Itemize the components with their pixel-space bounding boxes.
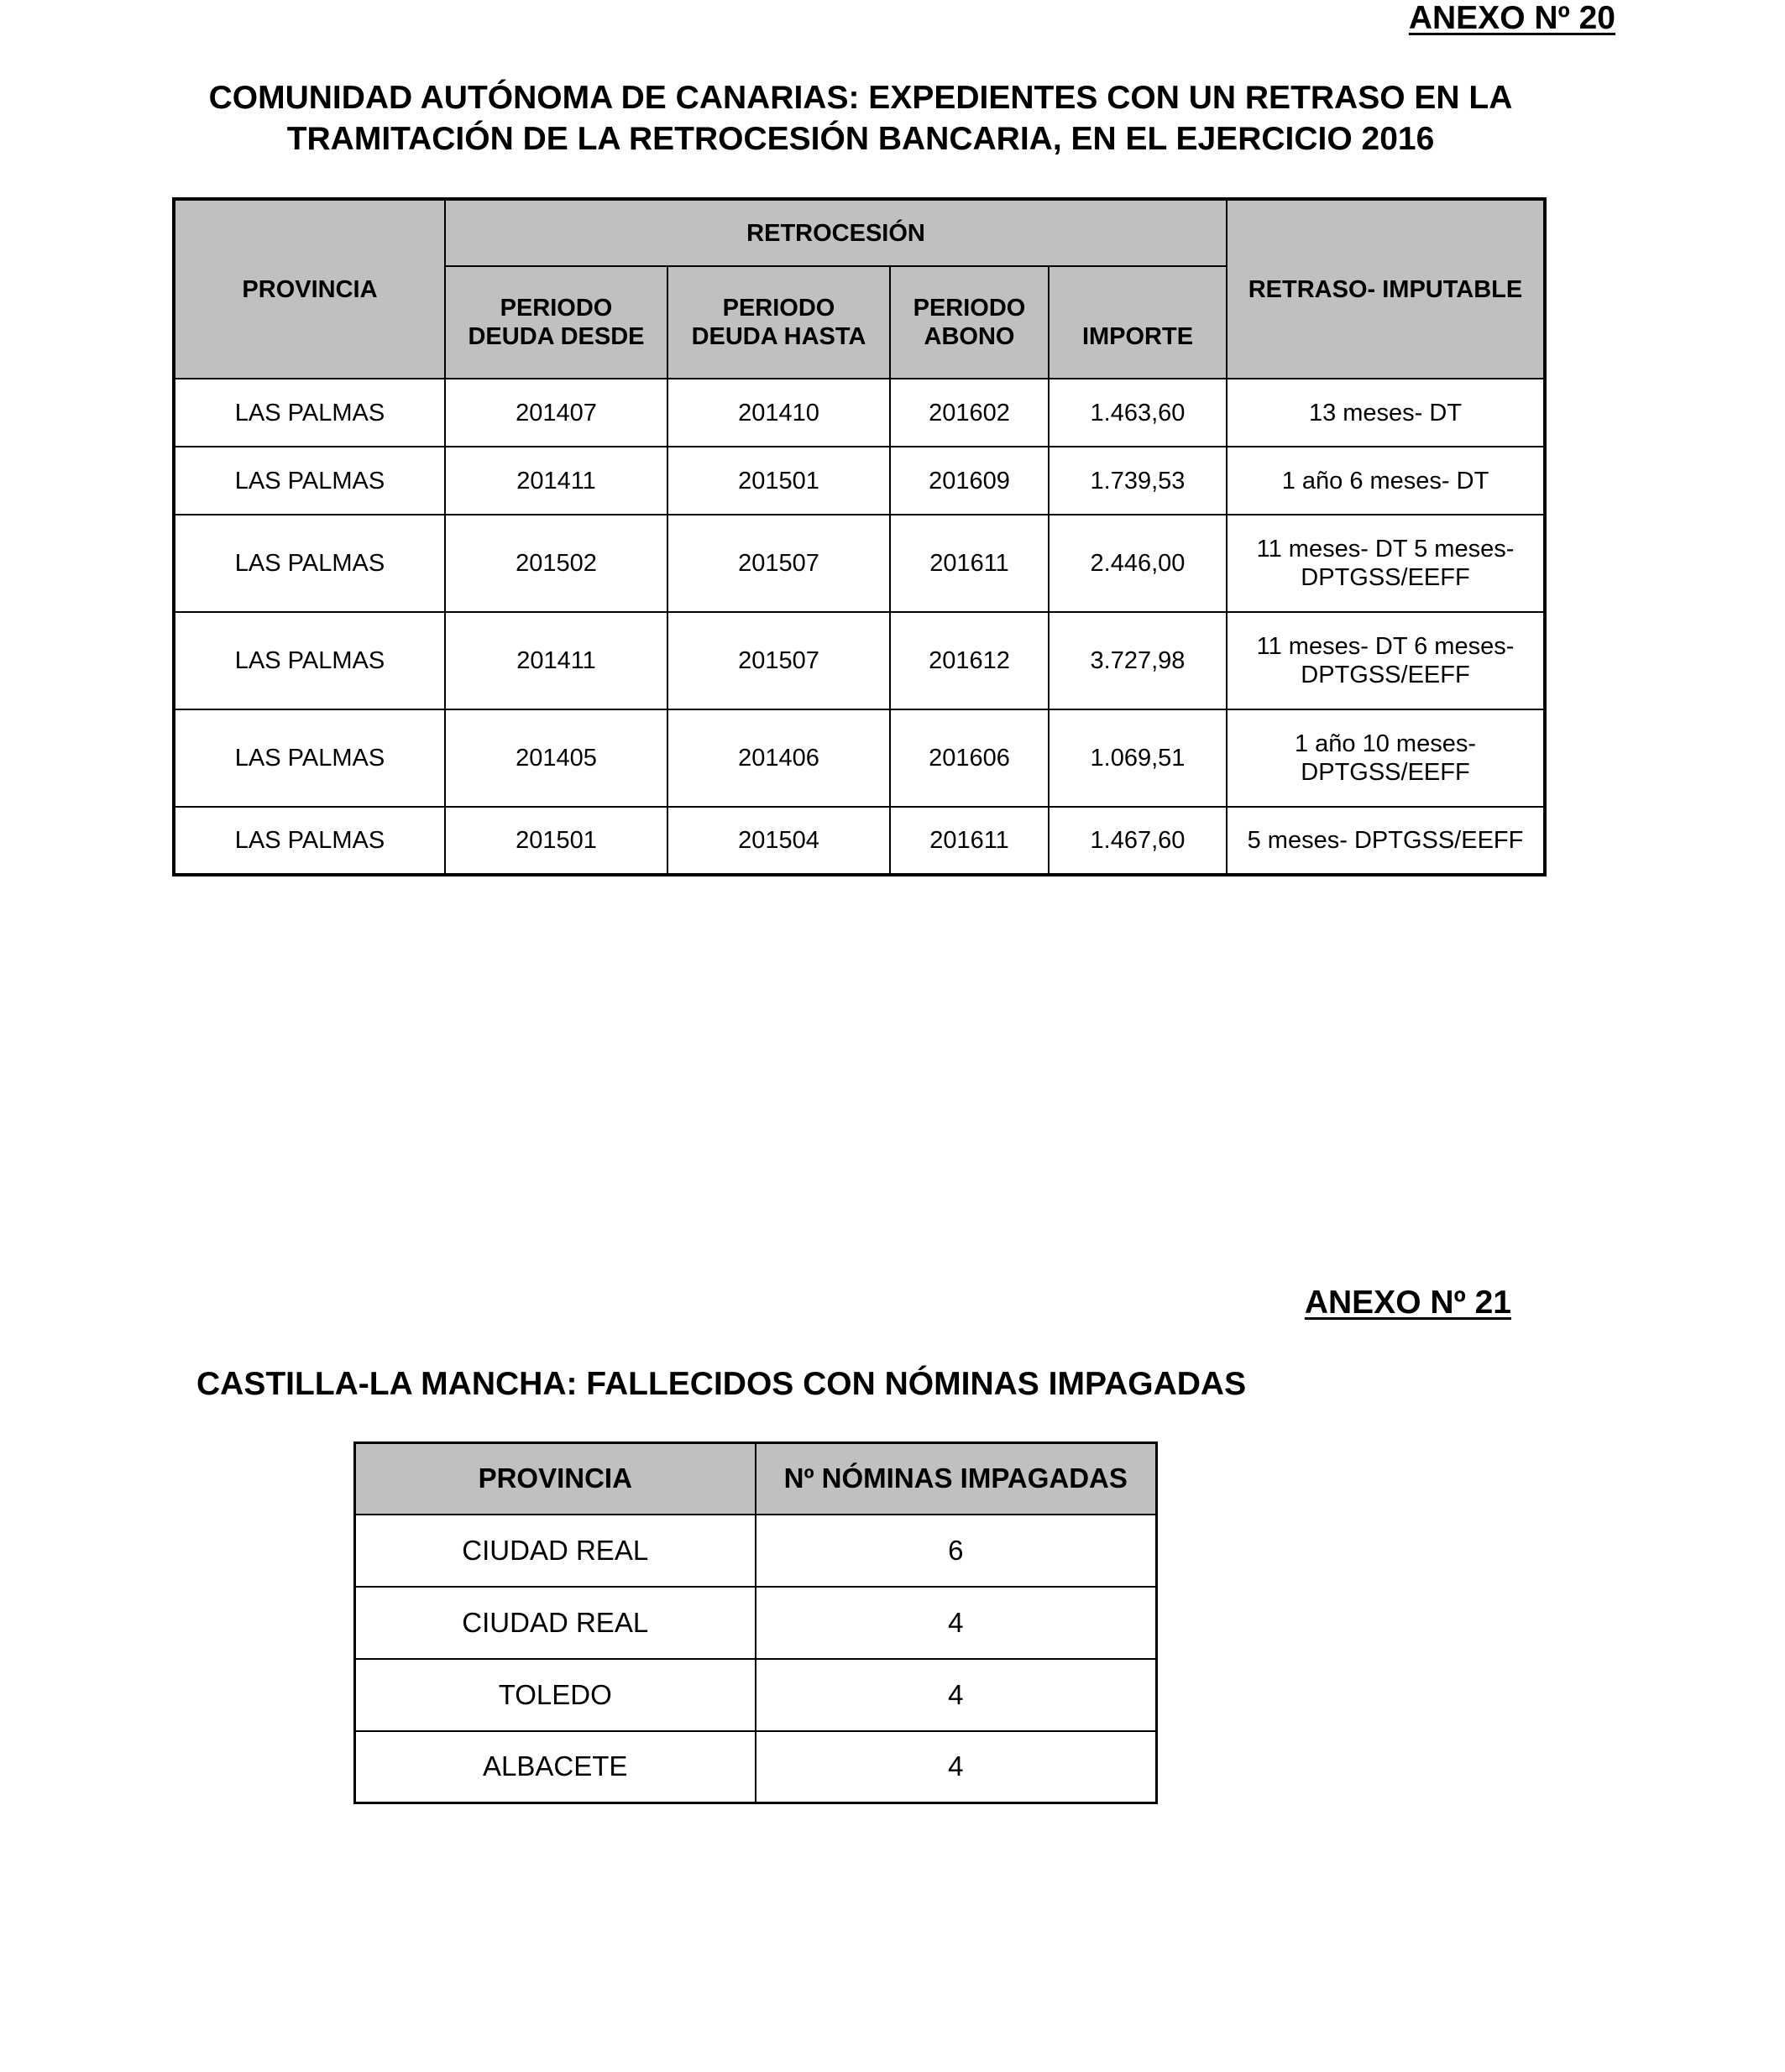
cell-periodo-hasta: 201406 [667, 709, 890, 807]
header-nominas-impagadas: Nº NÓMINAS IMPAGADAS [756, 1443, 1157, 1515]
table-row [355, 1515, 1157, 1587]
cell-periodo-desde: 201502 [445, 515, 667, 612]
annex-20-table [172, 197, 1547, 876]
cell-periodo-hasta: 201410 [667, 379, 890, 447]
cell-provincia: LAS PALMAS [174, 447, 445, 515]
cell-provincia: ALBACETE [355, 1731, 756, 1803]
cell-nominas: 6 [756, 1515, 1157, 1587]
header-retraso-imputable: RETRASO- IMPUTABLE [1227, 199, 1545, 379]
table-row [174, 612, 1545, 709]
cell-retraso [1227, 612, 1545, 709]
header-periodo-deuda-hasta [667, 266, 890, 379]
cell-retraso [1227, 379, 1545, 447]
cell-importe: 1.463,60 [1049, 379, 1227, 447]
header-periodo-deuda-desde [445, 266, 667, 379]
cell-periodo-hasta: 201507 [667, 515, 890, 612]
table-row [174, 447, 1545, 515]
header-periodo-abono-line-2: ABONO [924, 323, 1015, 350]
annex-20-table-header [174, 199, 1545, 379]
cell-retraso [1227, 709, 1545, 807]
cell-importe: 3.727,98 [1049, 612, 1227, 709]
cell-provincia: LAS PALMAS [174, 612, 445, 709]
header-provincia: PROVINCIA [355, 1443, 756, 1515]
cell-periodo-hasta: 201501 [667, 447, 890, 515]
annex-20-title-line-1: COMUNIDAD AUTÓNOMA DE CANARIAS: EXPEDIENTES CON UN RETRASO EN LA [208, 80, 1513, 116]
cell-retraso-line-1: 11 meses- DT 5 meses- [1256, 536, 1515, 562]
cell-retraso-line-1: 13 meses- DT [1308, 399, 1463, 426]
header-periodo-abono [890, 266, 1049, 379]
header-periodo-abono-line-1: PERIODO [913, 295, 1026, 322]
cell-importe: 1.069,51 [1049, 709, 1227, 807]
cell-periodo-hasta: 201507 [667, 612, 890, 709]
table-row [174, 379, 1545, 447]
cell-provincia: LAS PALMAS [174, 379, 445, 447]
cell-periodo-desde: 201411 [445, 447, 667, 515]
annex-20-label: ANEXO Nº 20 [1408, 0, 1615, 36]
table-row [355, 1731, 1157, 1803]
cell-retraso-line-1: 11 meses- DT 6 meses- [1256, 633, 1515, 660]
annex-21-table-header [355, 1443, 1157, 1515]
table-row [355, 1659, 1157, 1731]
cell-retraso [1227, 515, 1545, 612]
cell-retraso [1227, 447, 1545, 515]
annex-21-table [353, 1442, 1158, 1804]
cell-periodo-desde: 201411 [445, 612, 667, 709]
annex-20-title-line-2: TRAMITACIÓN DE LA RETROCESIÓN BANCARIA, EN EL EJERCICIO 2016 [286, 121, 1435, 157]
cell-periodo-abono: 201606 [890, 709, 1049, 807]
cell-retraso-line-2: DPTGSS/EEFF [1301, 662, 1470, 688]
cell-periodo-desde: 201405 [445, 709, 667, 807]
cell-provincia: LAS PALMAS [174, 807, 445, 875]
header-periodo-deuda-desde-line-1: PERIODO [500, 295, 613, 322]
cell-periodo-abono: 201609 [890, 447, 1049, 515]
annex-20-title [126, 77, 1595, 160]
cell-provincia: CIUDAD REAL [355, 1515, 756, 1587]
header-importe: IMPORTE [1049, 266, 1227, 379]
cell-periodo-abono: 201612 [890, 612, 1049, 709]
cell-importe: 1.739,53 [1049, 447, 1227, 515]
cell-retraso-line-2: DPTGSS/EEFF [1301, 759, 1470, 786]
cell-periodo-abono: 201602 [890, 379, 1049, 447]
cell-nominas: 4 [756, 1659, 1157, 1731]
cell-importe: 2.446,00 [1049, 515, 1227, 612]
table-row [174, 709, 1545, 807]
cell-periodo-hasta: 201504 [667, 807, 890, 875]
table-row [174, 515, 1545, 612]
header-periodo-deuda-hasta-line-1: PERIODO [722, 295, 835, 322]
cell-retraso-line-2: DPTGSS/EEFF [1301, 564, 1470, 591]
cell-provincia: CIUDAD REAL [355, 1587, 756, 1659]
cell-nominas: 4 [756, 1587, 1157, 1659]
table-row [355, 1587, 1157, 1659]
cell-retraso [1227, 807, 1545, 875]
cell-importe: 1.467,60 [1049, 807, 1227, 875]
cell-retraso-line-1: 5 meses- DPTGSS/EEFF [1247, 827, 1524, 854]
cell-retraso-line-1: 1 año 6 meses- DT [1281, 467, 1489, 494]
header-provincia: PROVINCIA [174, 199, 445, 379]
header-periodo-deuda-hasta-line-2: DEUDA HASTA [691, 323, 866, 350]
annex-21-title: CASTILLA-LA MANCHA: FALLECIDOS CON NÓMINAS IMPAGADAS [196, 1366, 1247, 1402]
header-retrocesion: RETROCESIÓN [445, 199, 1227, 266]
cell-provincia: TOLEDO [355, 1659, 756, 1731]
annex-21-label: ANEXO Nº 21 [1304, 1285, 1511, 1321]
cell-retraso-line-1: 1 año 10 meses- [1294, 730, 1476, 757]
table-row [174, 807, 1545, 875]
cell-periodo-desde: 201407 [445, 379, 667, 447]
cell-provincia: LAS PALMAS [174, 709, 445, 807]
cell-periodo-abono: 201611 [890, 807, 1049, 875]
cell-periodo-desde: 201501 [445, 807, 667, 875]
cell-nominas: 4 [756, 1731, 1157, 1803]
cell-periodo-abono: 201611 [890, 515, 1049, 612]
cell-provincia: LAS PALMAS [174, 515, 445, 612]
header-periodo-deuda-desde-line-2: DEUDA DESDE [468, 323, 645, 350]
